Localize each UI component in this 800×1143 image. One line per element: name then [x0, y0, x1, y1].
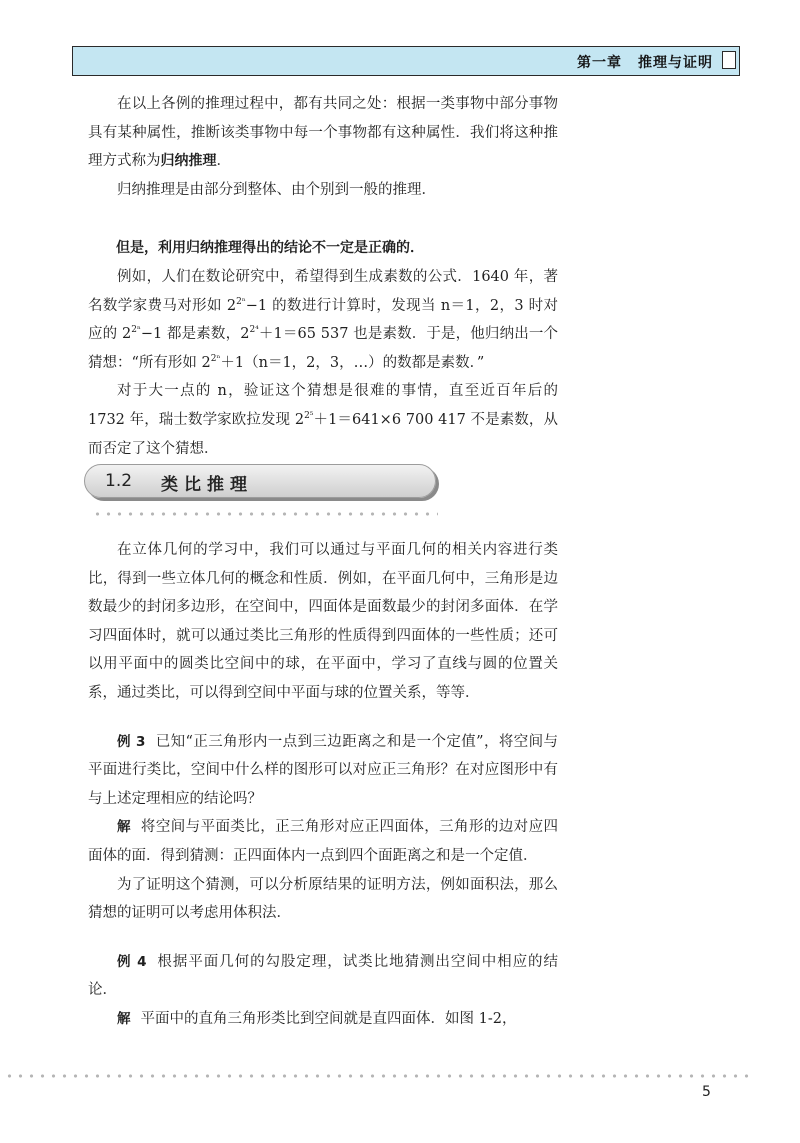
- section-heading: [84, 464, 436, 498]
- paragraph-euler: [88, 377, 558, 463]
- chapter-label: 第一章: [577, 55, 622, 71]
- example-4-label: 例 4: [117, 953, 147, 970]
- paragraph-text: 在以上各例的推理过程中，都有共同之处：根据一类事物中部分事物具有某种属性，推断该类事物中每一个事物都有这种属性．我们将这种推理方式称为: [88, 96, 558, 170]
- body-text-top: [88, 90, 558, 463]
- solution-3-label: 解: [117, 819, 131, 836]
- text-run: 例如，人们在数论研究中，希望得到生成素数的公式．1640 年，著名数学家费马对形如 2: [88, 268, 558, 314]
- text-run: ＋1＝65 537 也是素数．于是，他归纳出一个猜想：“所有形如 2: [88, 326, 558, 371]
- superscript: 2⁵: [304, 411, 314, 422]
- term-inductive-reasoning: 归纳推理: [160, 153, 217, 170]
- section-title: 类比推理: [161, 475, 253, 495]
- paragraph-inductive-definition: [88, 90, 558, 176]
- footer-dotted-rule: [4, 1074, 752, 1078]
- body-text-bottom: [88, 536, 558, 1034]
- page-number: 5: [702, 1084, 711, 1100]
- superscript: 2ⁿ: [236, 296, 246, 307]
- example-4: [88, 948, 558, 1005]
- superscript: 2ⁿ: [131, 325, 141, 336]
- section-dotted-rule: [92, 512, 438, 516]
- text-run: −1 都是素数，2: [140, 326, 250, 343]
- example-4-text: 根据平面几何的勾股定理，试类比地猜测出空间中相应的结论．: [88, 953, 559, 999]
- paragraph-proof-idea: 为了证明这个猜测，可以分析原结果的证明方法，例如面积法，那么猜想的证明可以考虑用体积法．: [88, 876, 558, 922]
- example-3-text: 已知“正三角形内一点到三边距离之和是一个定值”，将空间与平面进行类比，空间中什么样的图形可以对应正三角形？在对应图形中有与上述定理相应的结论吗？: [88, 733, 559, 807]
- paragraph-warning: 但是，利用归纳推理得出的结论不一定是正确的．: [116, 240, 424, 257]
- text-run: ＋1（n＝1，2，3，…）的数都是素数．”: [220, 354, 485, 371]
- paragraph-end: ．: [216, 153, 231, 170]
- solution-4-text: 平面中的直角三角形类比到空间就是直四面体．如图 1-2，: [140, 1010, 517, 1027]
- header-end-box: [722, 51, 736, 69]
- solution-4: [88, 1005, 558, 1034]
- chapter-header-text: [577, 52, 713, 72]
- section-number: 1.2: [105, 471, 133, 491]
- text-run: −1 的数进行计算时，发现当 n＝1，2，3 时对应的 2: [88, 297, 558, 343]
- example-3-label: 例 3: [117, 733, 146, 750]
- paragraph-fermat: [88, 263, 558, 377]
- paragraph-analogy-intro: 在立体几何的学习中，我们可以通过与平面几何的相关内容进行类比，得到一些立体几何的概念和性质．例如，在平面几何中，三角形是边数最少的封闭多边形，在空间中，四面体是面数最少的封闭多面体．在学习四面体时，就可以通过类比三角形的性质得到四面体的一些性质；还可以用平面中的圆类比空间中的球，在平面中，学习了直线与圆的位置关系，通过类比，可以得到空间中平面与球的位置关系，等等．: [88, 542, 558, 701]
- text-run: 对于大一点的 n，验证这个猜想是很难的事情，直至近百年后的 1732 年，瑞士数学家欧拉发现 2: [88, 383, 558, 428]
- paragraph-inductive-meaning: 归纳推理是由部分到整体、由个别到一般的推理．: [117, 181, 436, 198]
- solution-3-text: 将空间与平面类比，正三角形对应正四面体，三角形的边对应四面体的面．得到猜测：正四面体内一点到四个面距离之和是一个定值．: [88, 819, 559, 864]
- chapter-title: 推理与证明: [638, 55, 713, 71]
- solution-3: [88, 813, 558, 870]
- superscript: 2ⁿ: [210, 353, 221, 364]
- example-3: [88, 728, 558, 814]
- superscript: 2⁴: [249, 325, 259, 336]
- text-run: ＋1＝641×6 700 417 不是素数，从而否定了这个猜想．: [88, 411, 558, 457]
- chapter-header-bar: [72, 46, 740, 76]
- solution-4-label: 解: [117, 1010, 131, 1027]
